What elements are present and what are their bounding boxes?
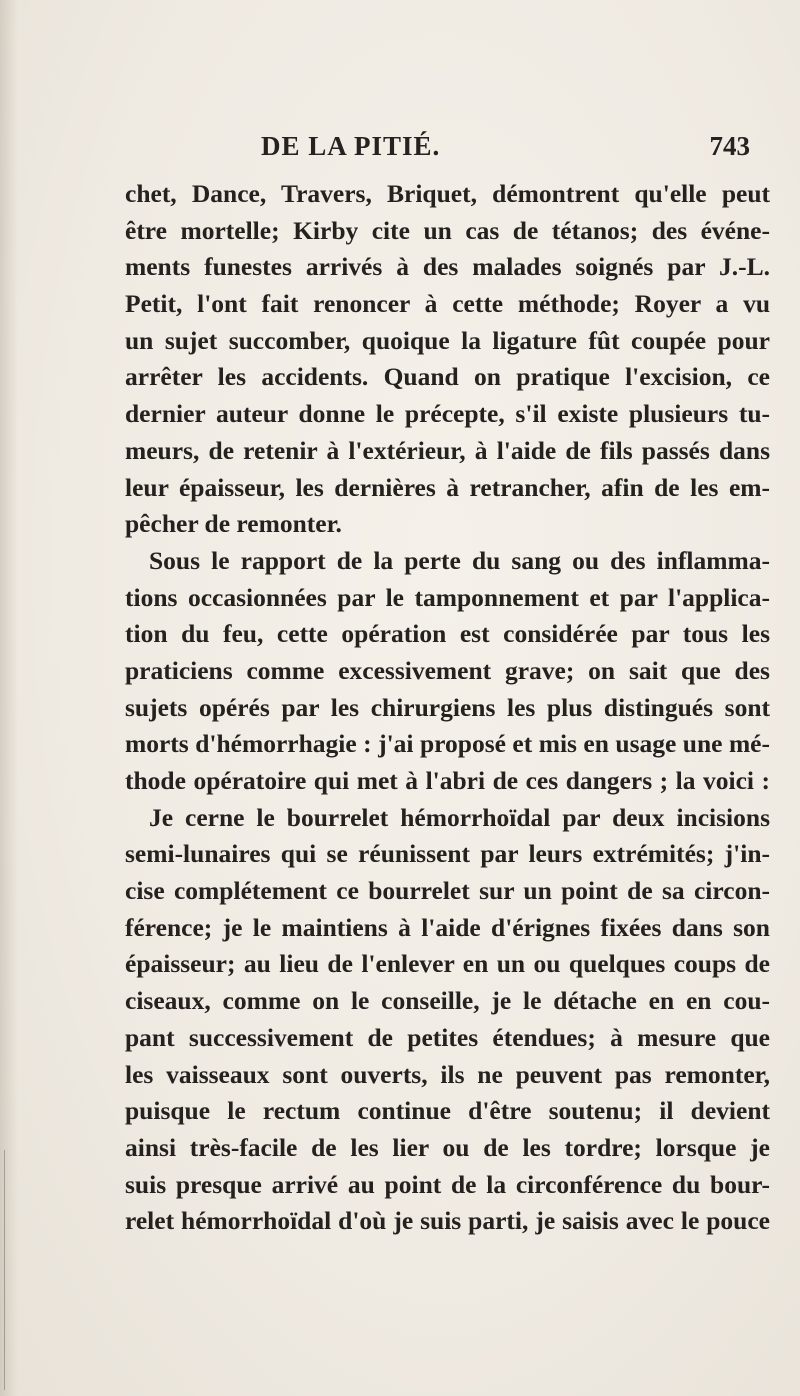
text-line: sujets opérés par les chirurgiens les plus distingués sont: [125, 692, 770, 722]
text-line: tions occasionnées par le tamponnement et par l'applica-: [125, 582, 770, 612]
text-line: un sujet succomber, quoique la ligature fût coupée pour: [125, 325, 770, 355]
text-line: pant successivement de petites étendues; à mesure que: [125, 1022, 770, 1052]
text-line: thode opératoire qui met à l'abri de ces dangers ; la voici :: [125, 766, 770, 795]
text-line: leur épaisseur, les dernières à retrancher, afin de les em-: [125, 472, 770, 502]
text-line: les vaisseaux sont ouverts, ils ne peuvent pas remonter,: [125, 1059, 770, 1089]
paragraph-end-line: pêcher de remonter.: [125, 509, 342, 539]
body-text: [125, 176, 770, 1240]
binding-shadow: [0, 0, 18, 1396]
text-line: arrêter les accidents. Quand on pratique l'excision, ce: [125, 362, 770, 392]
text-line: praticiens comme excessivement grave; on sait que des: [125, 655, 770, 685]
text-line: cise complétement ce bourrelet sur un point de sa circon-: [125, 876, 770, 906]
page-edge-line: [4, 1150, 5, 1390]
text-line: semi-lunaires qui se réunissent par leurs extrémités; j'in-: [125, 839, 770, 869]
text-line: épaisseur; au lieu de l'enlever en un ou quelques coups de: [125, 949, 770, 979]
paragraph-start-line: Sous le rapport de la perte du sang ou des inflamma-: [149, 545, 770, 575]
text-line: chet, Dance, Travers, Briquet, démontrent qu'elle peut: [125, 179, 770, 208]
paragraph-start-line: Je cerne le bourrelet hémorrhoïdal par deux incisions: [149, 802, 770, 832]
page-header: [125, 131, 770, 171]
text-line: Petit, l'ont fait renoncer à cette méthode; Royer a vu: [125, 289, 770, 319]
text-line: morts d'hémorrhagie : j'ai proposé et mis en usage une mé-: [125, 729, 770, 759]
running-head: DE LA PITIÉ.: [261, 131, 441, 161]
text-line: meurs, de retenir à l'extérieur, à l'aide de fils passés dans: [125, 435, 770, 465]
text-line: puisque le rectum continue d'être soutenu; il devient: [125, 1096, 770, 1126]
text-line: ainsi très-facile de les lier ou de les tordre; lorsque je: [125, 1132, 770, 1162]
text-line: dernier auteur donne le précepte, s'il existe plusieurs tu-: [125, 399, 770, 429]
text-line: être mortelle; Kirby cite un cas de tétanos; des événe-: [125, 215, 770, 245]
text-line: ments funestes arrivés à des malades soignés par J.-L.: [125, 252, 770, 282]
text-line: tion du feu, cette opération est considérée par tous les: [125, 619, 770, 649]
text-line: férence; je le maintiens à l'aide d'érignes fixées dans son: [125, 912, 770, 942]
text-line: relet hémorrhoïdal d'où je suis parti, je saisis avec le pouce: [125, 1206, 770, 1236]
text-line: ciseaux, comme on le conseille, je le détache en en cou-: [125, 986, 770, 1016]
text-line: suis presque arrivé au point de la circonférence du bour-: [125, 1169, 770, 1199]
page-number: 743: [709, 131, 750, 161]
